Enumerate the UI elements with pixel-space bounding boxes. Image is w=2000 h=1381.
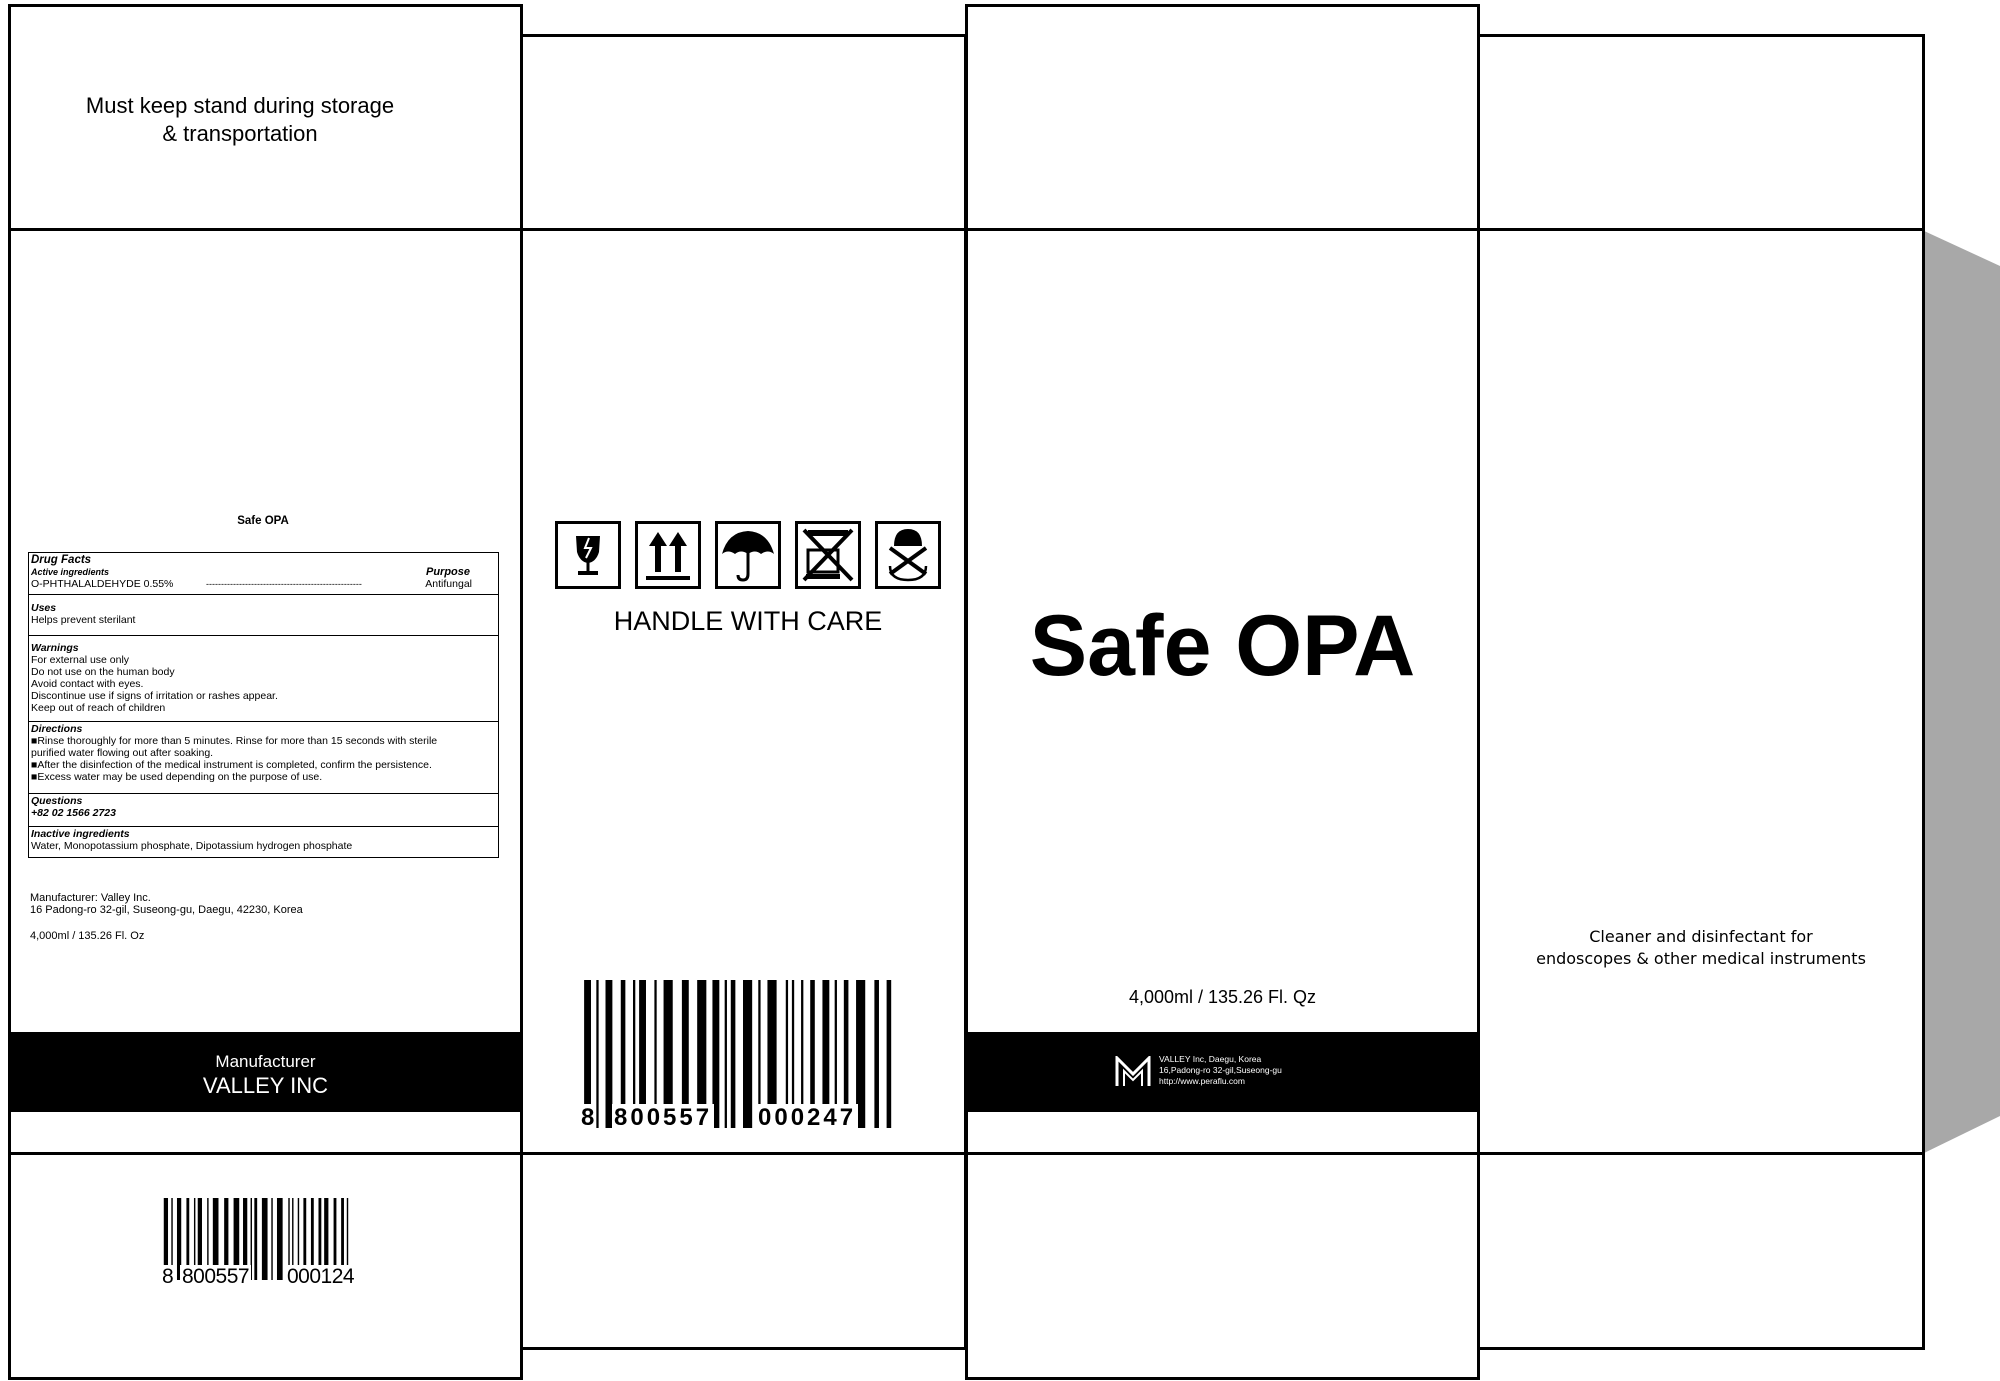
band-company: VALLEY INC (202, 1073, 329, 1098)
active-ingredient: O-PHTHALALDEHYDE 0.55% (31, 578, 174, 590)
fragile-icon (555, 521, 621, 589)
warning-line: For external use only (31, 654, 130, 666)
drug-facts-active-section (29, 553, 498, 595)
questions-section (29, 794, 498, 827)
uses-title: Uses (31, 602, 57, 614)
uses-section (29, 595, 498, 636)
directions-section (29, 722, 498, 794)
handling-barcode-digit-first: 8 (581, 1104, 595, 1131)
side-manufacturer-band (10, 1032, 521, 1112)
directions-title: Directions (31, 723, 83, 735)
barcode-bar (874, 980, 879, 1128)
bottom-flap-panel-3 (965, 1152, 1480, 1380)
do-not-crush-icon (875, 521, 941, 589)
front-volume: 4,000ml / 135.26 Fl. Qz (1128, 987, 1317, 1007)
storage-note-line1: Must keep stand during storage (85, 93, 395, 118)
manufacturer-address (30, 892, 303, 942)
right-panel (1477, 228, 1925, 1156)
barcode-bar (271, 1198, 272, 1280)
product-description (1479, 926, 1923, 970)
purpose-label: Purpose (425, 566, 470, 578)
drug-facts-title: Drug Facts (31, 554, 92, 566)
side-volume: 4,000ml / 135.26 Fl. Oz (30, 930, 145, 942)
top-flap-panel-3 (965, 4, 1480, 232)
warning-line: Do not use on the human body (31, 666, 175, 678)
warning-line: Discontinue use if signs of irritation or rashes appear. (31, 690, 278, 702)
bottom-barcode-digits-left: 800557 (182, 1265, 250, 1288)
company-line1: VALLEY Inc, Daegu, Korea (1159, 1054, 1262, 1064)
bottom-barcode-digit-first: 8 (162, 1265, 174, 1288)
manufacturer-line1: Manufacturer: Valley Inc. (30, 892, 151, 904)
company-info (1159, 1054, 1282, 1087)
top-flap-panel-4 (1477, 34, 1925, 232)
description-line1: Cleaner and disinfectant for (1589, 927, 1813, 946)
uses-text: Helps prevent sterilant (31, 614, 136, 626)
this-way-up-icon (635, 521, 701, 589)
ingredient-dashes: ---------------------------------------------------- (206, 579, 362, 589)
side-product-name: Safe OPA (237, 515, 289, 527)
warning-line: Keep out of reach of children (31, 702, 166, 714)
direction-line: ■After the disinfection of the medical instrument is completed, confirm the persistence. (31, 759, 432, 771)
barcode-bar (254, 1198, 257, 1280)
bottom-flap-panel-4 (1477, 1152, 1925, 1350)
storage-note (10, 92, 470, 148)
warnings-section (29, 636, 498, 722)
warning-line: Avoid contact with eyes. (31, 678, 144, 690)
top-flap-panel-2 (520, 34, 967, 232)
direction-line: ■Excess water may be used depending on the purpose of use. (31, 771, 323, 783)
storage-note-line2: & transportation (162, 121, 318, 146)
manufacturer-line2: 16 Padong-ro 32-gil, Suseong-gu, Daegu, 42230, Korea (30, 904, 303, 916)
company-website: http://www.peraflu.com (1159, 1076, 1245, 1086)
handle-with-care-label: HANDLE WITH CARE (613, 606, 883, 636)
purpose-value: Antifungal (425, 578, 472, 590)
direction-line: purified water flowing out after soaking. (31, 747, 214, 759)
barcode-bar (725, 980, 727, 1128)
barcode-bar (743, 980, 752, 1128)
barcode-bar (887, 980, 892, 1128)
inactive-section (29, 827, 498, 857)
barcode-bar (277, 1198, 283, 1280)
handling-barcode-digits-right: 000247 (758, 1104, 857, 1131)
handling-barcode-digits-left: 800557 (614, 1104, 713, 1131)
barcode-bar (262, 1198, 268, 1280)
description-line2: endoscopes & other medical instruments (1536, 949, 1866, 968)
barcode-bar (731, 980, 736, 1128)
do-not-stack-icon (795, 521, 861, 589)
questions-phone: +82 02 1566 2723 (31, 807, 116, 819)
inactive-title: Inactive ingredients (31, 828, 130, 840)
bottom-barcode-digits-right: 000124 (287, 1265, 355, 1288)
glue-flap (1922, 228, 2000, 1156)
active-ingredients-label: Active ingredients (31, 567, 110, 577)
warnings-title: Warnings (31, 642, 79, 654)
inactive-text: Water, Monopotassium phosphate, Dipotassium hydrogen phosphate (31, 840, 353, 852)
company-logo-icon (1115, 1056, 1151, 1088)
keep-dry-icon (715, 521, 781, 589)
questions-title: Questions (31, 795, 83, 807)
front-product-title: Safe OPA (1029, 598, 1416, 694)
band-label: Manufacturer (215, 1052, 316, 1071)
front-company-band (967, 1032, 1477, 1112)
drug-facts-table (28, 552, 499, 858)
company-line2: 16,Padong-ro 32-gil,Suseong-gu (1159, 1065, 1282, 1075)
barcode-bar (596, 980, 598, 1128)
bottom-flap-panel-2 (520, 1152, 967, 1350)
direction-line: ■Rinse thoroughly for more than 5 minutes. Rinse for more than 15 seconds with sterile (31, 735, 438, 747)
